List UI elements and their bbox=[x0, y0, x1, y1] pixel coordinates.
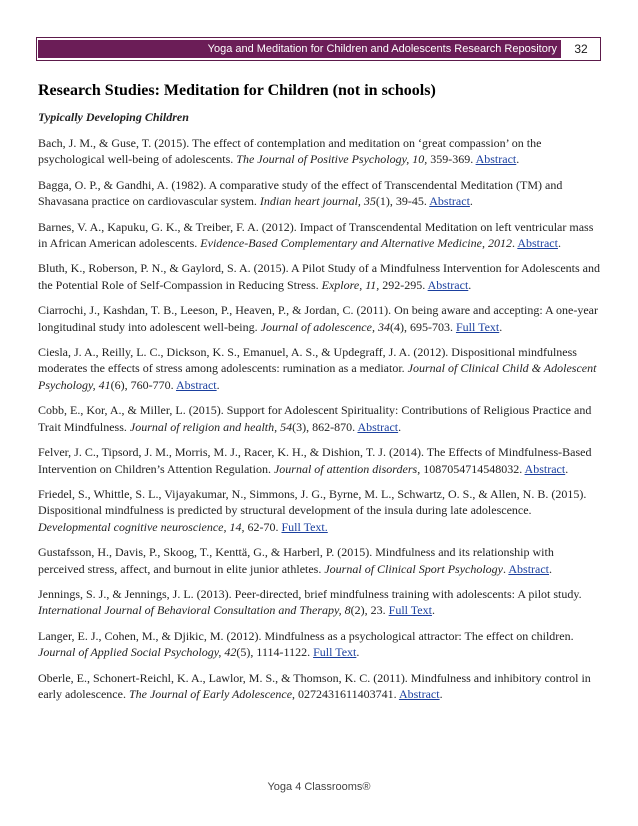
reference-journal: Journal of Clinical Child & Adolescent Psychology bbox=[38, 361, 597, 392]
reference-citation: Langer, E. J., Cohen, M., & Djikic, M. (2012). Mindfulness as a psychological attractor: The effect on children. bbox=[38, 628, 574, 643]
reference-pages: 62-70. bbox=[244, 519, 282, 534]
reference-end: . bbox=[565, 461, 569, 476]
reference-link[interactable]: Abstract bbox=[357, 419, 399, 434]
reference-pages: 292-295. bbox=[379, 277, 428, 292]
page-title: Research Studies: Meditation for Children (not in schools) bbox=[38, 82, 436, 99]
reference-pages: . bbox=[511, 236, 518, 251]
reference-end: . bbox=[516, 152, 520, 167]
reference-pages: (2), 23. bbox=[350, 603, 389, 618]
reference-citation: Friedel, S., Whittle, S. L., Vijayakumar, N., Simmons, J. G., Byrne, M. L., Schwartz, O. S., & Allen, N. B. (2015). Dispositional mindfulness is predicted by structural development of the insula during late adolescence. bbox=[38, 486, 587, 518]
reference-volume: , 54 bbox=[274, 419, 293, 434]
reference-pages: . bbox=[503, 561, 509, 576]
reference-journal: Journal of adolescence bbox=[260, 319, 372, 334]
page-footer: Yoga 4 Classrooms® bbox=[267, 781, 371, 793]
reference-end: . bbox=[439, 686, 443, 701]
reference-entry bbox=[38, 586, 600, 619]
reference-link[interactable]: Full Text bbox=[388, 603, 432, 618]
reference-volume: , 34 bbox=[371, 319, 390, 334]
reference-entry bbox=[38, 219, 600, 252]
reference-end: . bbox=[549, 561, 553, 576]
reference-entry bbox=[38, 670, 600, 703]
reference-link[interactable]: Abstract bbox=[524, 461, 566, 476]
reference-link[interactable]: Abstract bbox=[427, 277, 469, 292]
reference-entry bbox=[38, 628, 600, 661]
reference-citation: Bach, J. M., & Guse, T. (2015). The effect of contemplation and meditation on ‘great compassion’ on the psychological well-being of adolescents. bbox=[38, 136, 542, 167]
reference-link[interactable]: Abstract bbox=[398, 686, 440, 701]
reference-link[interactable]: Full Text. bbox=[281, 519, 328, 534]
reference-entry bbox=[38, 344, 600, 393]
reference-pages: , 1087054714548032. bbox=[417, 461, 525, 476]
reference-end: . bbox=[216, 377, 220, 392]
reference-pages: (4), 695-703. bbox=[389, 319, 456, 334]
reference-end: . bbox=[356, 645, 360, 660]
reference-journal: Journal of religion and health bbox=[129, 419, 275, 434]
reference-end: . bbox=[499, 319, 503, 334]
reference-citation: Jennings, S. J., & Jennings, J. L. (2013). Peer-directed, brief mindfulness training with adolescents: A pilot study. bbox=[38, 586, 582, 601]
reference-journal: Developmental cognitive neuroscience bbox=[38, 519, 224, 534]
reference-link[interactable]: Full Text bbox=[313, 645, 357, 660]
reference-entry bbox=[38, 302, 600, 335]
reference-entry bbox=[38, 444, 600, 477]
reference-link[interactable]: Abstract bbox=[429, 194, 470, 209]
page-content bbox=[38, 80, 600, 702]
reference-link[interactable]: Abstract bbox=[517, 236, 558, 251]
reference-citation: Barnes, V. A., Kapuku, G. K., & Treiber, F. A. (2012). Impact of Transcendental Meditation on left ventricular mass in African American adolescents. bbox=[38, 219, 594, 251]
reference-citation: Gustafsson, H., Davis, P., Skoog, T., Kenttä, G., & Harberl, P. (2015). Mindfulness and its relationship with perceived stress, affect, and burnout in elite junior athletes. bbox=[38, 545, 554, 576]
reference-link[interactable]: Abstract bbox=[475, 152, 517, 167]
reference-citation: Ciesla, J. A., Reilly, L. C., Dickson, K. S., Emanuel, A. S., & Updegraff, J. A. (2012). Dispositional mindfulness moderates the effects of stress among adolescents: rumination as a mediator. bbox=[38, 345, 577, 376]
reference-entry bbox=[38, 402, 600, 435]
reference-pages: , 0272431611403741. bbox=[292, 686, 399, 701]
reference-citation: Bluth, K., Roberson, P. N., & Gaylord, S. A. (2015). A Pilot Study of a Mindfulness Intervention for Adolescents and the Potential Role of Self-Compassion in Reducing Stress. bbox=[38, 261, 600, 292]
reference-list bbox=[38, 135, 600, 702]
reference-volume: , 8 bbox=[338, 603, 351, 618]
reference-volume: , 41 bbox=[92, 377, 111, 392]
reference-end: . bbox=[468, 277, 472, 292]
reference-pages: (5), 1114-1122. bbox=[236, 645, 314, 660]
reference-journal: Journal of attention disorders bbox=[273, 461, 418, 476]
reference-volume: , 14, bbox=[223, 519, 245, 534]
reference-journal: Journal of Applied Social Psychology bbox=[38, 645, 219, 660]
reference-end: . bbox=[557, 236, 561, 251]
reference-end: . bbox=[431, 603, 435, 618]
reference-link[interactable]: Abstract bbox=[175, 377, 217, 392]
reference-journal: The Journal of Positive Psychology bbox=[236, 152, 407, 167]
page-number: 32 bbox=[574, 42, 588, 56]
section-subheading: Typically Developing Children bbox=[38, 110, 189, 124]
reference-entry bbox=[38, 177, 600, 210]
reference-entry bbox=[38, 544, 600, 577]
reference-entry bbox=[38, 486, 600, 535]
reference-end: . bbox=[469, 194, 473, 209]
reference-citation: Ciarrochi, J., Kashdan, T. B., Leeson, P., Heaven, P., & Jordan, C. (2011). On being aware and accepting: A one-year longitudinal study into adolescent well-being. bbox=[38, 303, 598, 334]
reference-journal: International Journal of Behavioral Consultation and Therapy bbox=[38, 603, 339, 618]
reference-journal: Evidence-Based Complementary and Alternative Medicine bbox=[200, 236, 482, 251]
reference-link[interactable]: Full Text bbox=[455, 319, 500, 334]
reference-journal: Journal of Clinical Sport Psychology bbox=[324, 561, 504, 576]
reference-pages: (3), 862-870. bbox=[292, 419, 358, 434]
reference-citation: Bagga, O. P., & Gandhi, A. (1982). A comparative study of the effect of Transcendental Meditation (TM) and Shavasana practice on cardiovascular system. bbox=[38, 177, 563, 209]
reference-pages: 359-369. bbox=[427, 152, 476, 167]
reference-citation: Cobb, E., Kor, A., & Miller, L. (2015). Support for Adolescent Spirituality: Contributions of Religious Practice and Trait Mindfulness. bbox=[38, 403, 592, 434]
reference-entry bbox=[38, 135, 600, 168]
reference-end: . bbox=[398, 419, 402, 434]
reference-link[interactable]: Abstract bbox=[508, 561, 550, 576]
running-header bbox=[38, 40, 561, 58]
reference-entry bbox=[38, 260, 600, 293]
reference-volume: , 2012 bbox=[481, 236, 512, 251]
reference-pages: (1), 39-45. bbox=[375, 194, 430, 209]
reference-volume: , 10, bbox=[406, 152, 428, 167]
reference-journal: Explore bbox=[321, 277, 360, 292]
reference-citation: Oberle, E., Schonert-Reichl, K. A., Lawlor, M. S., & Thomson, K. C. (2011). Mindfulness and inhibitory control in early adolescence. bbox=[38, 670, 591, 701]
running-header-title: Yoga and Meditation for Children and Adolescents Research Repository bbox=[207, 43, 557, 55]
reference-citation: Felver, J. C., Tipsord, J. M., Morris, M. J., Racer, K. H., & Dishion, T. J. (2014). The Effects of Mindfulness-Based Intervention on Children’s Attention Regulation. bbox=[38, 445, 592, 476]
reference-volume: , 42 bbox=[218, 645, 237, 660]
reference-journal: Indian heart journal bbox=[259, 194, 358, 209]
reference-pages: (6), 760-770. bbox=[110, 377, 176, 392]
reference-volume: , 35 bbox=[357, 194, 376, 209]
reference-journal: The Journal of Early Adolescence bbox=[128, 686, 293, 701]
reference-volume: , 11, bbox=[359, 277, 380, 292]
